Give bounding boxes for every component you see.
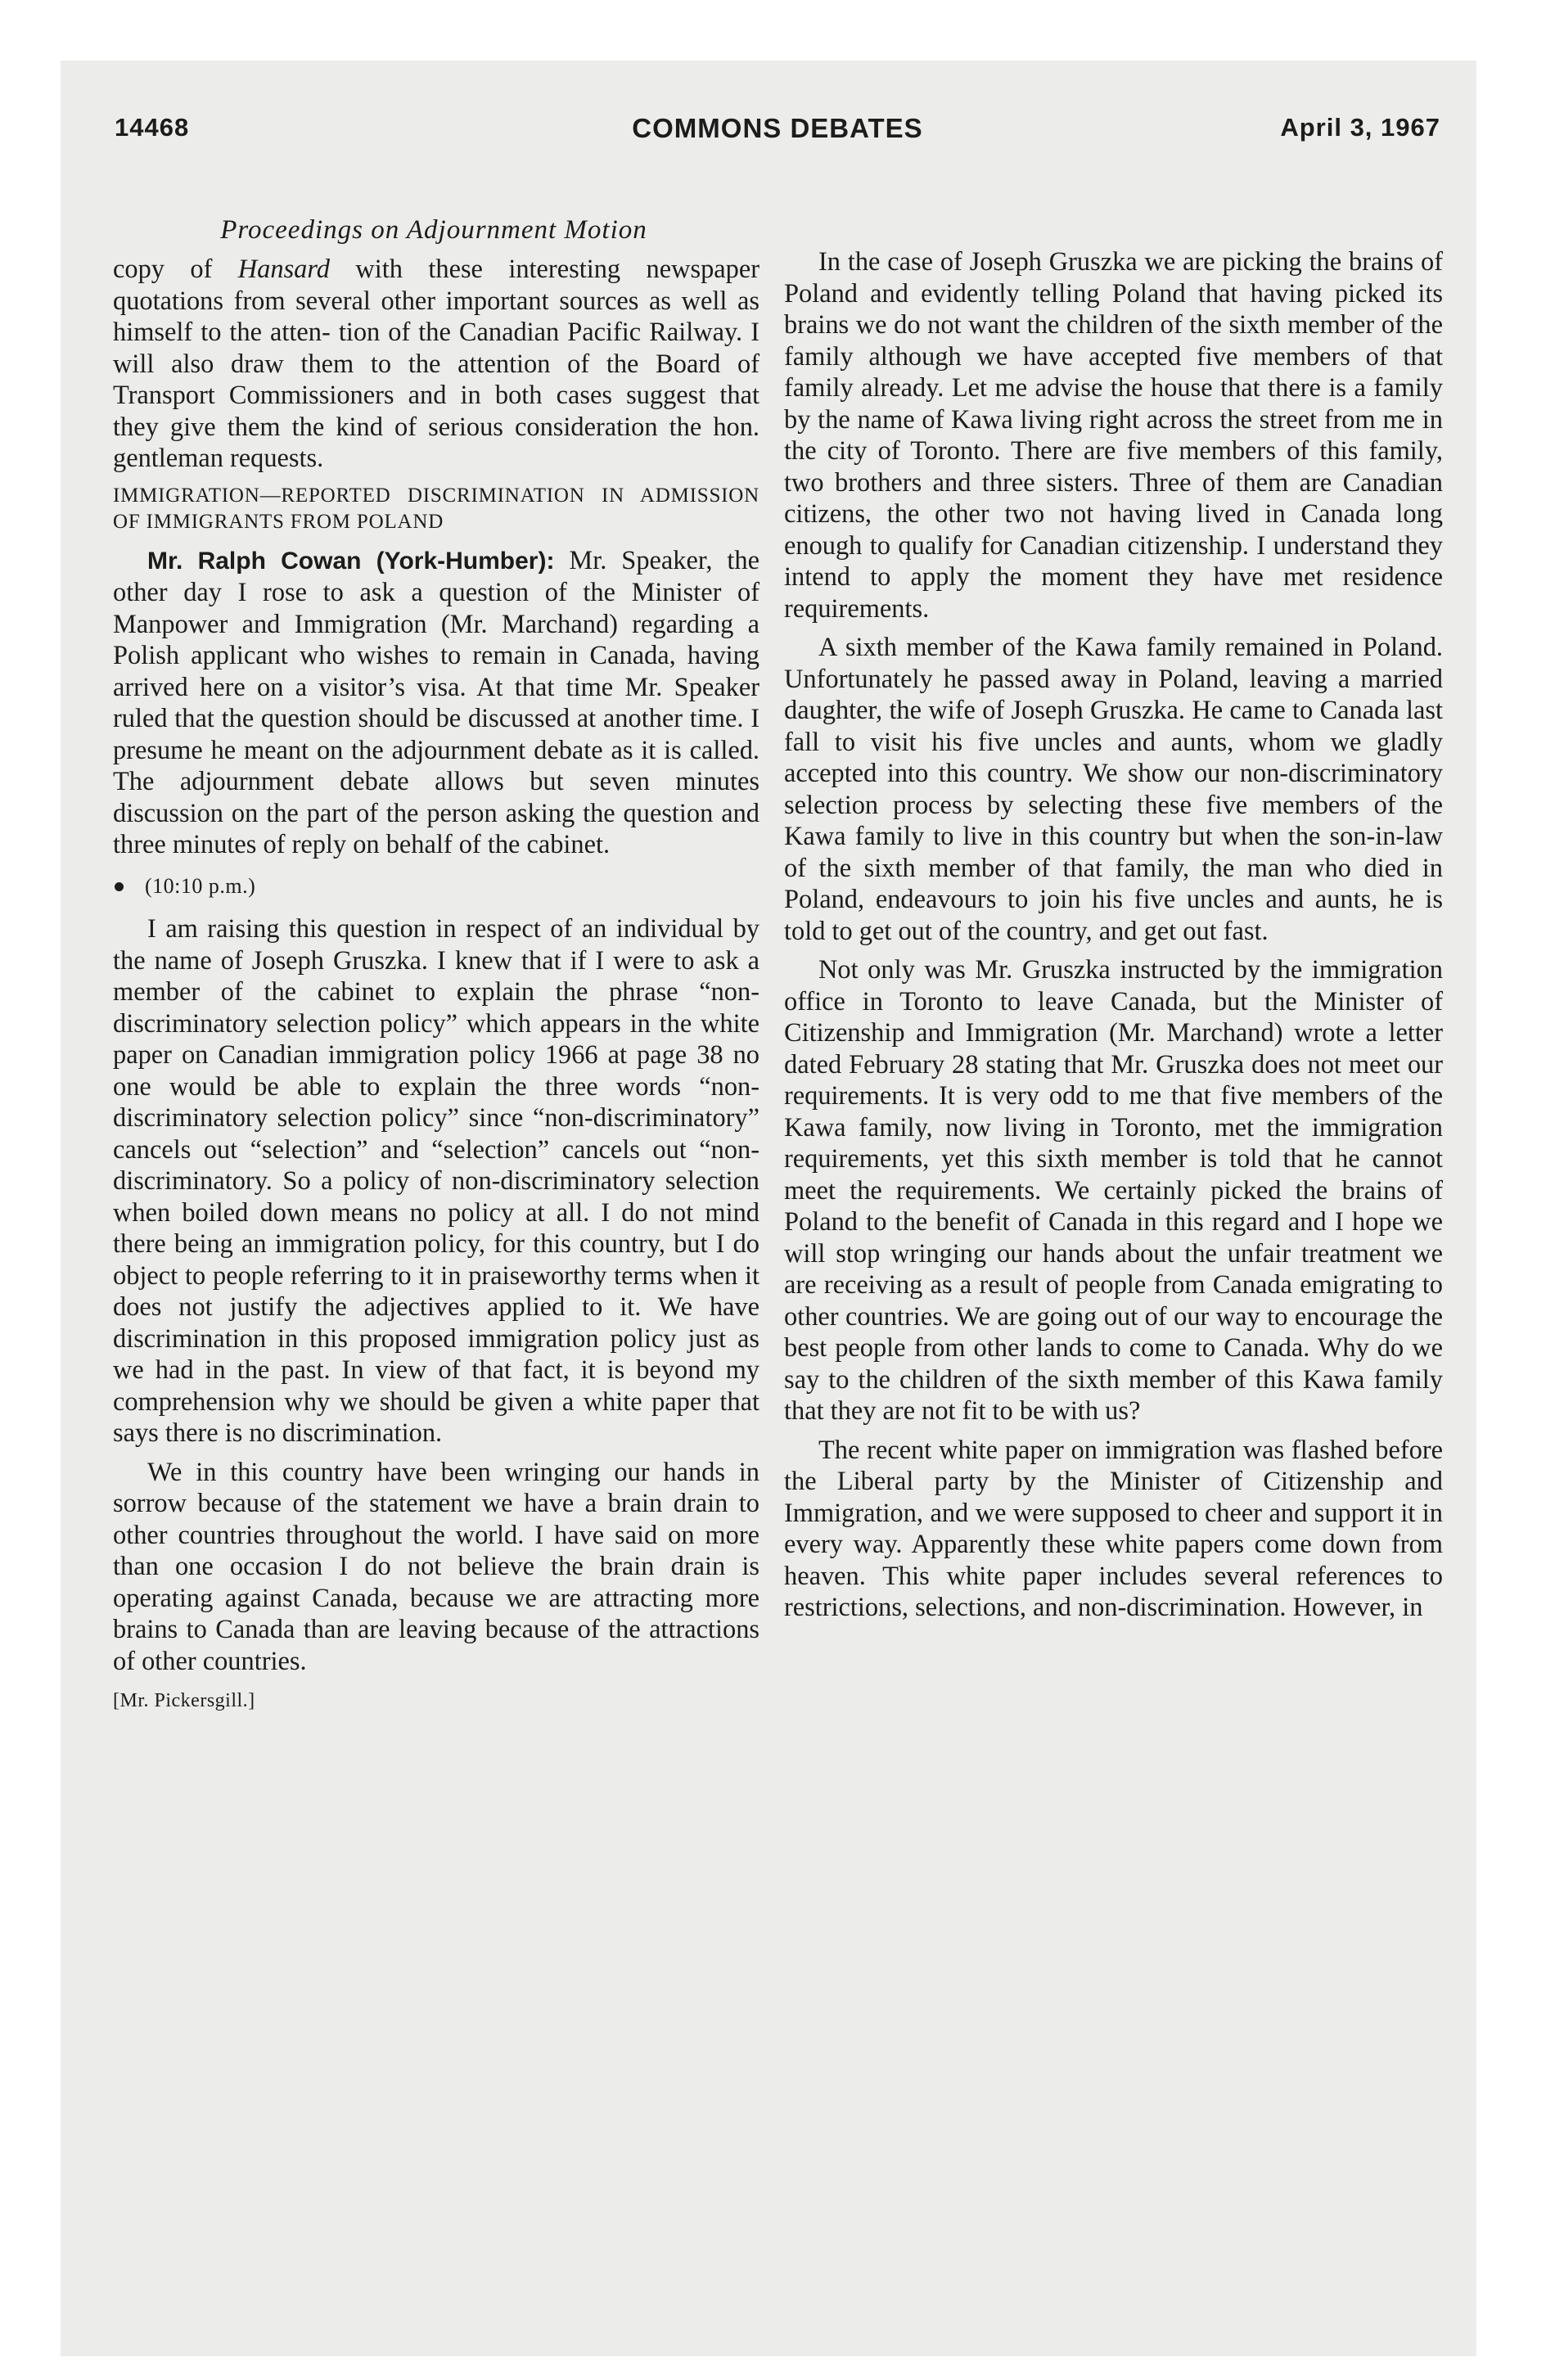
left-paragraph-1 (113, 254, 759, 475)
left-paragraph-speaker (113, 545, 759, 861)
para-text: with these interesting newspaper quotations from several other important sources as well as himself to the atten- (113, 255, 759, 347)
right-paragraph-3: Not only was Mr. Gruszka instructed by the immigration office in Toronto to leave Canada, but the Minister of Citizenship and Immigration (Mr. Marchand) wrote a letter dated February 28 stating that Mr. Gruszka does not meet our requirements. It is very odd to me that five members of the Kawa family, now living in Toronto, met the immigration requirements, yet this sixth member is told that he cannot meet the requirements. We certainly picked the brains of Poland to the benefit of Canada in this regard and I hope we will stop wringing our hands about the unfair treatment we are receiving as a result of people from Canada emigrating to other countries. We are going out of our way to encourage the best people from other lands to come to Canada. Why do we say to the children of the sixth member of this Kawa family that they are not fit to be with us? (784, 955, 1443, 1426)
speaker-name: Mr. Ralph Cowan (York-Humber): (147, 547, 555, 575)
time-text: (10:10 p.m.) (145, 873, 256, 898)
left-paragraph-3: We in this country have been wringing our hands in sorrow because of the statement we have a brain drain to other countries throughout the world. I have said on more than one occasion I do not believe the brain drain is operating against Canada, because we are attracting more brains to Canada than are leaving because of the attractions of other countries. (113, 1457, 759, 1676)
bullet-icon (115, 882, 124, 891)
right-paragraph-2: A sixth member of the Kawa family remained in Poland. Unfortunately he passed away in Poland, leaving a married daughter, the wife of Joseph Gruszka. He came to Canada last fall to visit his five uncles and aunts, whom we gladly accepted into this country. We show our non-discriminatory selection process by selecting these five members of the Kawa family to live in this country but when the son-in-law of the sixth member of that family, the man who died in Poland, endeavours to join his five uncles and aunts, he is told to get out of the country, and get out fast. (784, 633, 1443, 946)
debate-heading: IMMIGRATION—REPORTED DISCRIMINATION IN ADMISSION OF IMMIGRANTS FROM POLAND (113, 484, 759, 533)
left-column (113, 254, 759, 1724)
publication-title: COMMONS DEBATES (632, 113, 923, 143)
right-paragraph-4: The recent white paper on immigration was flashed before the Liberal party by the Minister of Citizenship and Immigration, and we were supposed to cheer and support it in every way. Apparently these white papers come down from heaven. This white paper includes several references to restrictions, selections, and non-discrimination. However, in (784, 1435, 1443, 1622)
hansard-italic: Hansard (237, 255, 330, 284)
speaker-text: Mr. Speaker, the other day I rose to ask a question of the Minister of Manpower and Immigration (Mr. Marchand) regarding a Polish applicant who wishes to remain in Canada, having arrived here on a visitor’s visa. At that time Mr. Speaker ruled that the question should be discussed at another time. I presume he meant on the adjournment debate as it is called. The adjournment debate allows but seven minutes discussion on the part of the person asking the question and three minutes of reply on behalf of the cabinet. (113, 545, 759, 859)
right-column (784, 246, 1443, 1631)
page-header (115, 113, 1440, 162)
para-text-cont: tion of the Canadian Pacific Railway. I will also draw them to the attention of the Board of Transport Commissioners and in both cases suggest that they give them the kind of serious consideration the hon. gentleman requests. (113, 318, 759, 473)
time-marker (113, 871, 759, 903)
section-subheading: Proceedings on Adjournment Motion (220, 215, 647, 245)
para-intro: copy of (113, 255, 238, 284)
right-paragraph-1: In the case of Joseph Gruszka we are picking the brains of Poland and evidently telling Poland that having picked its brains we do not want the children of the sixth member of the family although we have accepted five members of that family already. Let me advise the house that there is a family by the name of Kawa living right across the street from me in the city of Toronto. There are five members of this family, two brothers and three sisters. Three of them are Canadian citizens, the other two not having lived in Canada long enough to qualify for Canadian citizenship. I understand they intend to apply the moment they have met residence requirements. (784, 247, 1443, 624)
page-number: 14468 (115, 113, 190, 142)
page-date: April 3, 1967 (1280, 113, 1440, 142)
left-paragraph-2: I am raising this question in respect of an individual by the name of Joseph Gruszka. I knew that if I were to ask a member of the cabinet to explain the phrase “non-discriminatory selection policy” which appears in the white paper on Canadian immigration policy 1966 at page 38 no one would be able to explain the three words “non-discriminatory selection policy” since “non-discriminatory” cancels out “selection” and “selection” cancels out “non-discriminatory. So a policy of non-discriminatory selection when boiled down means no policy at all. I do not mind there being an immigration policy, for this country, but I do object to people referring to it in praiseworthy terms when it does not justify the adjectives applied to it. We have discrimination in this proposed immigration policy just as we had in the past. In view of that fact, it is beyond my comprehension why we should be given a white paper that says there is no discrimination. (113, 914, 759, 1448)
footer-attribution: [Mr. Pickersgill.] (113, 1690, 255, 1711)
